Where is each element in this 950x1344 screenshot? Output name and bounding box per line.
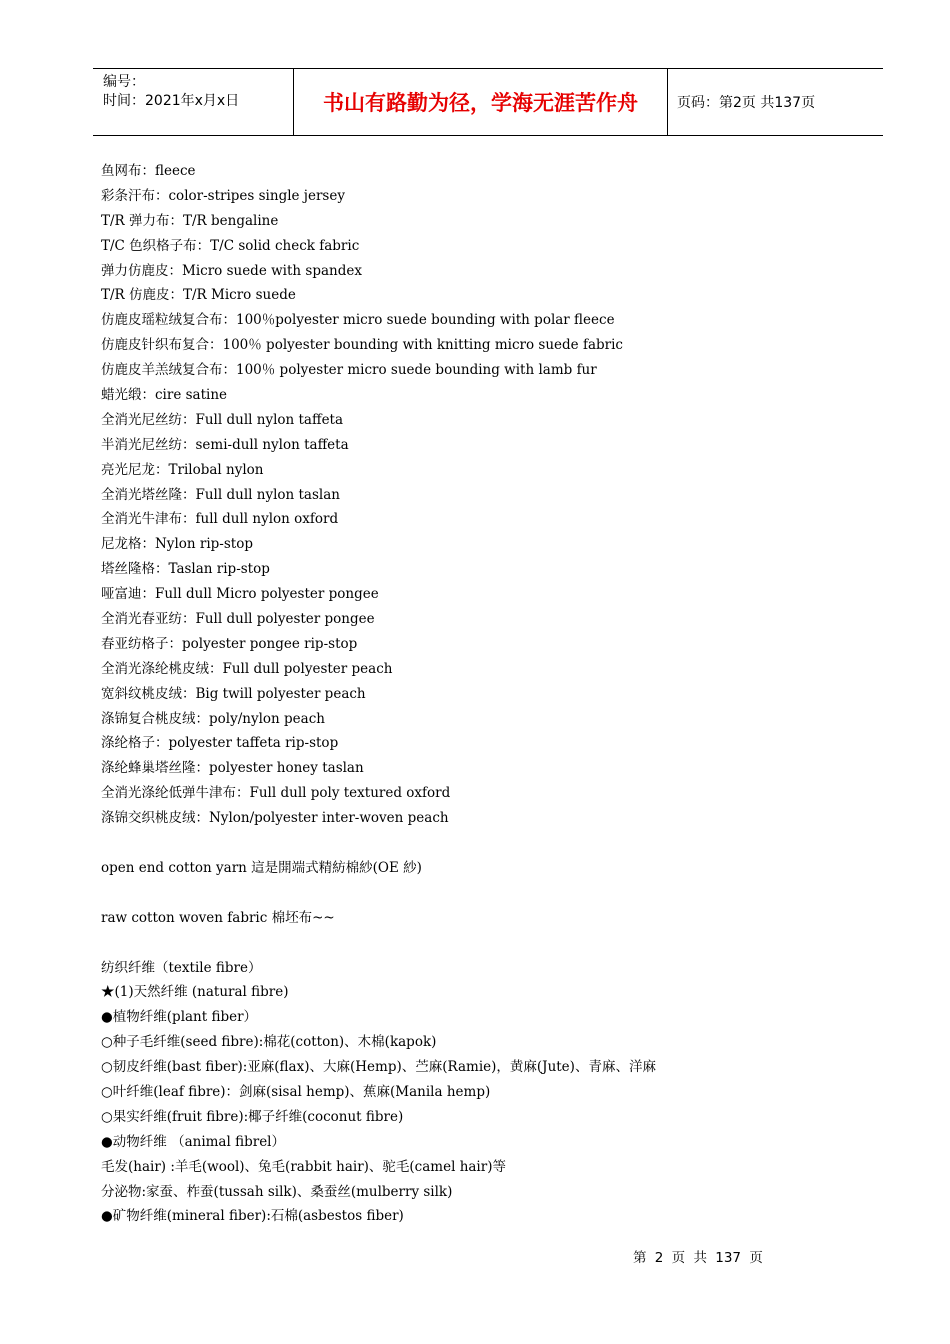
text-line: 鱼网布：fleece [101, 163, 196, 179]
page-label: 页码：第2页 共137页 [677, 95, 816, 111]
code-label: 编号： [103, 74, 145, 90]
header-page-cell [668, 69, 883, 135]
text-line: ○叶纤维(leaf fibre)：剑麻(sisal hemp)、蕉麻(Manila hemp) [101, 1083, 491, 1100]
text-line: T/R 弹力布：T/R bengaline [101, 212, 279, 229]
text-line [101, 831, 861, 856]
header-motto-cell [294, 69, 668, 135]
text-line: 仿鹿皮瑶粒绒复合布：100％polyester micro suede bounding with polar fleece [101, 312, 615, 329]
motto-text: 书山有路勤为径，学海无涯苦作舟 [323, 91, 638, 115]
text-line: 仿鹿皮针织布复合：100％ polyester bounding with knitting micro suede fabric [101, 337, 623, 354]
page-footer: 第 2 页 共 137 页 [633, 1250, 763, 1266]
text-line: raw cotton woven fabric 棉坯布~~ [101, 909, 335, 926]
document-body [101, 159, 861, 1229]
text-line: 涤纶格子：polyester taffeta rip-stop [101, 735, 339, 752]
text-line: 毛发(hair) :羊毛(wool)、兔毛(rabbit hair)、驼毛(camel hair)等 [101, 1158, 506, 1175]
text-line: 全消光涤纶桃皮绒：Full dull polyester peach [101, 660, 393, 677]
text-line: 半消光尼丝纺：semi-dull nylon taffeta [101, 436, 349, 453]
text-line: ★(1)天然纤维 (natural fibre) [101, 984, 289, 1001]
time-label: 时间：2021年x月x日 [103, 93, 240, 109]
text-line: ●植物纤维(plant fiber） [101, 1009, 258, 1026]
text-line: 春亚纺格子：polyester pongee rip-stop [101, 635, 358, 652]
text-line: 彩条汗布：color-stripes single jersey [101, 187, 345, 204]
text-line: 宽斜纹桃皮绒：Big twill polyester peach [101, 685, 366, 702]
text-line: ○韧皮纤维(bast fiber):亚麻(flax)、大麻(Hemp)、苎麻(Ramie)，黄麻(Jute)、青麻、洋麻 [101, 1059, 656, 1076]
text-line: ●矿物纤维(mineral fiber):石棉(asbestos fiber) [101, 1208, 404, 1225]
text-line: 涤锦交织桃皮绒：Nylon/polyester inter-woven peach [101, 810, 449, 827]
text-line: 分泌物:家蚕、柞蚕(tussah silk)、桑蚕丝(mulberry silk) [101, 1183, 453, 1200]
text-line: ●动物纤维 （animal fibrel） [101, 1133, 285, 1150]
text-line [101, 931, 861, 956]
text-line: ○种子毛纤维(seed fibre):棉花(cotton)、木棉(kapok) [101, 1034, 437, 1051]
header-meta-cell [93, 69, 294, 135]
text-line: open end cotton yarn 這是開端式精紡棉紗(OE 紗) [101, 859, 422, 876]
text-line: 涤纶蜂巢塔丝隆：polyester honey taslan [101, 760, 364, 777]
text-line: 仿鹿皮羊羔绒复合布：100％ polyester micro suede bounding with lamb fur [101, 362, 597, 379]
text-line: 塔丝隆格：Taslan rip-stop [101, 561, 270, 578]
text-line: 哑富迪：Full dull Micro polyester pongee [101, 586, 379, 603]
text-line: T/C 色织格子布：T/C solid check fabric [101, 237, 360, 254]
text-line: 全消光春亚纺：Full dull polyester pongee [101, 611, 375, 628]
text-line: 尼龙格：Nylon rip-stop [101, 536, 253, 553]
page-header [93, 68, 883, 136]
text-line: 弹力仿鹿皮：Micro suede with spandex [101, 262, 362, 279]
text-line: ○果实纤维(fruit fibre):椰子纤维(coconut fibre) [101, 1108, 404, 1125]
text-line: 亮光尼龙：Trilobal nylon [101, 461, 264, 478]
text-line: 涤锦复合桃皮绒：poly/nylon peach [101, 710, 325, 727]
text-line: 全消光塔丝隆：Full dull nylon taslan [101, 486, 340, 503]
text-line: 全消光牛津布：full dull nylon oxford [101, 511, 339, 528]
text-line: 纺织纤维（textile fibre） [101, 959, 262, 976]
text-line [101, 881, 861, 906]
text-line: 全消光涤纶低弹牛津布：Full dull poly textured oxford [101, 785, 451, 802]
text-line: 蜡光缎：cire satine [101, 387, 228, 404]
text-line: T/R 仿鹿皮：T/R Micro suede [101, 287, 296, 304]
text-line: 全消光尼丝纺：Full dull nylon taffeta [101, 411, 344, 428]
